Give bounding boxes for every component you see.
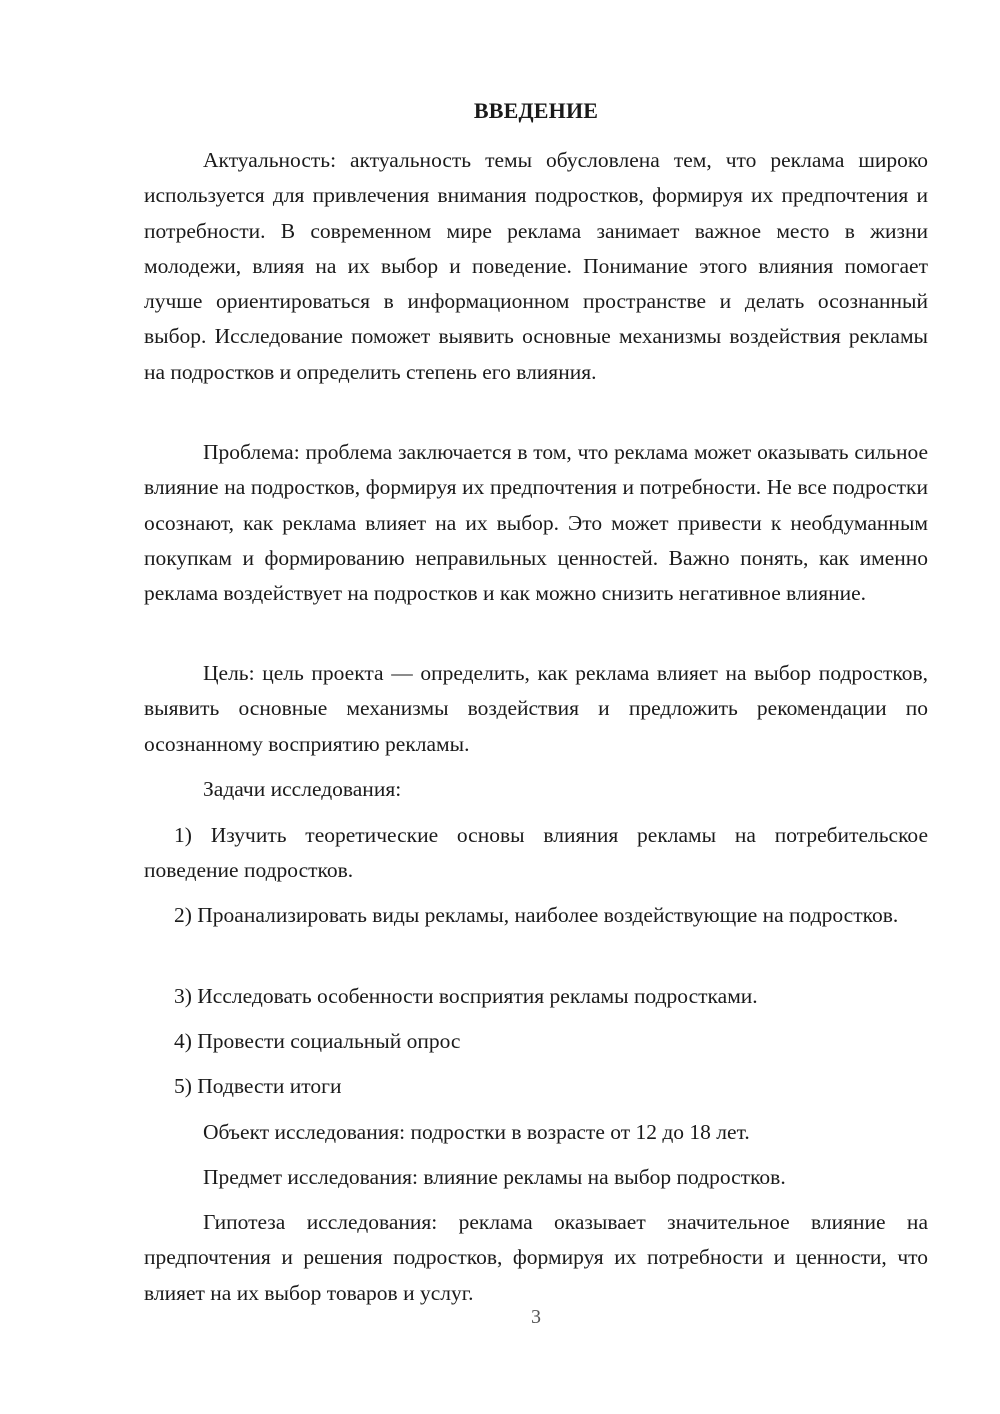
task-item-5: 5) Подвести итоги	[174, 1074, 342, 1098]
paragraph-object: Объект исследования: подростки в возрасте от 12 до 18 лет.	[203, 1120, 750, 1144]
paragraph-relevance: Актуальность: актуальность темы обусловлена тем, что реклама широко используется для привлечения внимания подростков, формируя их предпочтения и потребности. В современном мире реклама занимает важное место в жизни молодежи, влияя на их выбор и поведение. Понимание этого влияния помогает лучше ориентироваться в информационном пространстве и делать осознанный выбор. Исследование поможет выявить основные механизмы воздействия рекламы на подростков и определить степень его влияния.	[144, 148, 928, 384]
task-item-3: 3) Исследовать особенности восприятия рекламы подростками.	[174, 984, 758, 1008]
paragraph-goal: Цель: цель проекта — определить, как реклама влияет на выбор подростков, выявить основные механизмы воздействия и предложить рекомендации по осознанному восприятию рекламы.	[144, 661, 928, 756]
task-item-2: 2) Проанализировать виды рекламы, наиболее воздействующие на подростков.	[174, 903, 899, 927]
task-item-4: 4) Провести социальный опрос	[174, 1029, 461, 1053]
task-item-1: 1) Изучить теоретические основы влияния рекламы на потребительское поведение подростков.	[144, 823, 928, 883]
paragraph-hypothesis: Гипотеза исследования: реклама оказывает значительное влияние на предпочтения и решения подростков, формируя их потребности и ценности, что влияет на их выбор товаров и услуг.	[144, 1210, 928, 1305]
section-title: ВВЕДЕНИЕ	[473, 98, 599, 123]
paragraph-subject: Предмет исследования: влияние рекламы на выбор подростков.	[203, 1165, 786, 1189]
paragraph-problem: Проблема: проблема заключается в том, что реклама может оказывать сильное влияние на подростков, формируя их предпочтения и потребности. Не все подростки осознают, как реклама влияет на их выбор. Это может привести к необдуманным покупкам и формированию неправильных ценностей. Важно понять, как именно реклама воздействует на подростков и как можно снизить негативное влияние.	[144, 440, 928, 606]
page-number: 3	[531, 1306, 541, 1328]
tasks-heading: Задачи исследования:	[203, 777, 402, 801]
